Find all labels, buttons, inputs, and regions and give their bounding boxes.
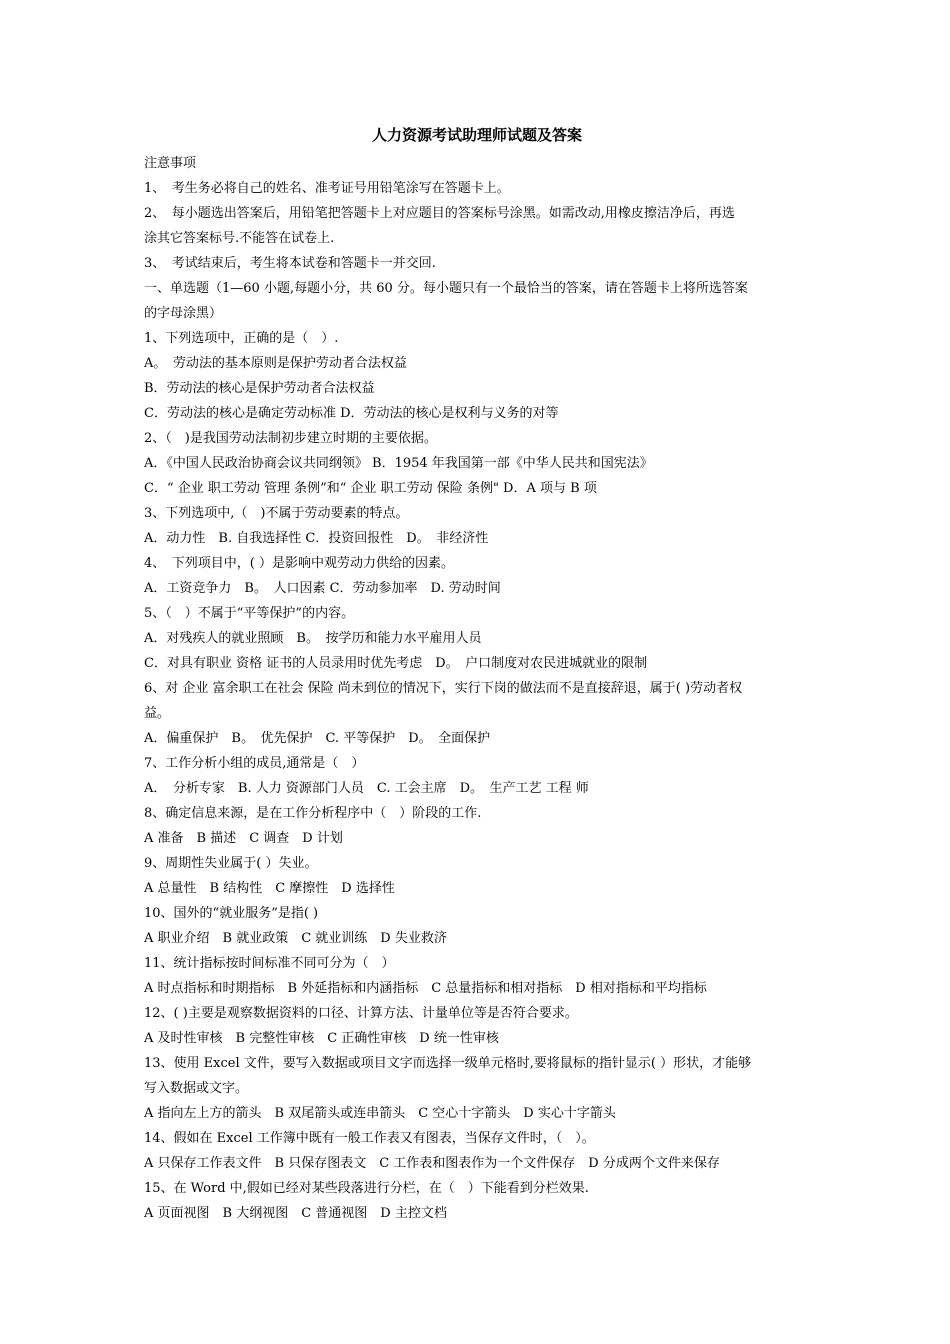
text-line: A． 分析专家 B. 人力 资源部门人员 C. 工会主席 D。 生产工艺 工程 师 bbox=[144, 781, 589, 796]
text-line: C．对具有职业 资格 证书的人员录用时优先考虑 D。 户口制度对农民进城就业的限制 bbox=[144, 656, 648, 671]
text-line: 5、（ ）不属于“平等保护”的内容。 bbox=[144, 606, 355, 621]
text-line: 涂其它答案标号.不能答在试卷上. bbox=[144, 231, 335, 246]
text-line: A 只保存工作表文件 B 只保存图表文 C 工作表和图表作为一个文件保存 D 分成两个文件来保存 bbox=[144, 1156, 720, 1171]
text-line: 4、 下列项目中，( ）是影响中观劳动力供给的因素。 bbox=[144, 556, 454, 571]
text-line: 15、在 Word 中,假如已经对某些段落进行分栏，在（ ）下能看到分栏效果. bbox=[144, 1181, 589, 1196]
text-line: 6、对 企业 富余职工在社会 保险 尚未到位的情况下，实行下岗的做法而不是直接辞退，属于( )劳动者权 bbox=[144, 681, 743, 696]
text-line: A 职业介绍 B 就业政策 C 就业训练 D 失业救济 bbox=[144, 931, 447, 946]
text-line: 注意事项 bbox=[144, 156, 197, 171]
text-line: A．偏重保护 B。 优先保护 C. 平等保护 D。 全面保护 bbox=[144, 731, 491, 746]
text-line: 的字母涂黑） bbox=[144, 306, 223, 321]
text-line: 13、使用 Excel 文件，要写入数据或项目文字而选择一级单元格时,要将鼠标的指针显示( ）形状，才能够 bbox=[144, 1056, 752, 1071]
text-line: A 总量性 B 结构性 C 摩擦性 D 选择性 bbox=[144, 881, 395, 896]
text-line: 8、确定信息来源，是在工作分析程序中（ ）阶段的工作. bbox=[144, 806, 482, 821]
text-line: 10、国外的“就业服务”是指( ) bbox=[144, 906, 319, 921]
text-line: 11、统计指标按时间标准不同可分为（ ） bbox=[144, 956, 395, 971]
text-line: 3、 考试结束后，考生将本试卷和答题卡一并交回. bbox=[144, 256, 436, 271]
text-line: 14、假如在 Excel 工作簿中既有一般工作表又有图表，当保存文件时，（ ）。 bbox=[144, 1131, 595, 1146]
document-body bbox=[144, 151, 810, 1226]
text-line: 9、周期性失业属于( ）失业。 bbox=[144, 856, 318, 871]
text-line: A．动力性 B. 自我选择性 C．投资回报性 D。 非经济性 bbox=[144, 531, 489, 546]
text-line: C．劳动法的核心是确定劳动标准 D．劳动法的核心是权利与义务的对等 bbox=[144, 406, 559, 421]
text-line: 一、单选题（1—60 小题,每题小分，共 60 分。每小题只有一个最恰当的答案，请在答题卡上将所选答案 bbox=[144, 281, 748, 296]
text-line: A 指向左上方的箭头 B 双尾箭头或连串箭头 C 空心十字箭头 D 实心十字箭头 bbox=[144, 1106, 616, 1121]
text-line: 7、工作分析小组的成员,通常是（ ） bbox=[144, 756, 365, 771]
text-line: 益。 bbox=[144, 706, 171, 721]
text-line: 2、 每小题选出答案后，用铅笔把答题卡上对应题目的答案标号涂黑。如需改动,用橡皮擦洁净后，再选 bbox=[144, 206, 735, 221]
text-line: A 时点指标和时期指标 B 外延指标和内涵指标 C 总量指标和相对指标 D 相对指标和平均指标 bbox=[144, 981, 707, 996]
text-line: 1、 考生务必将自己的姓名、准考证号用铅笔涂写在答题卡上。 bbox=[144, 181, 510, 196]
text-line: 1、下列选项中，正确的是（ ）. bbox=[144, 331, 339, 346]
text-line: A 及时性审核 B 完整性审核 C 正确性审核 D 统一性审核 bbox=[144, 1031, 499, 1046]
text-line: 3、下列选项中,（ )不属于劳动要素的特点。 bbox=[144, 506, 409, 521]
text-line: B．劳动法的核心是保护劳动者合法权益 bbox=[144, 381, 375, 396]
text-line: A．《中国人民政治协商会议共同纲领》 B．1954 年我国第一部《中华人民共和国宪法》 bbox=[144, 456, 653, 471]
text-line: 12、( )主要是观察数据资料的口径、计算方法、计量单位等是否符合要求。 bbox=[144, 1006, 578, 1021]
text-line: A 页面视图 B 大纲视图 C 普通视图 D 主控文档 bbox=[144, 1206, 447, 1221]
text-line: A 准备 B 描述 C 调查 D 计划 bbox=[144, 831, 343, 846]
text-line: 2、（ )是我国劳动法制初步建立时期的主要依据。 bbox=[144, 431, 437, 446]
text-line: A。 劳动法的基本原则是保护劳动者合法权益 bbox=[144, 356, 407, 371]
document-title: 人力资源考试助理师试题及答案 bbox=[371, 126, 582, 144]
text-line: A．工资竞争力 B。 人口因素 C．劳动参加率 D. 劳动时间 bbox=[144, 581, 501, 596]
text-line: C．“ 企业 职工劳动 管理 条例”和“ 企业 职工劳动 保险 条例" D．A 项与 B 项 bbox=[144, 481, 597, 496]
text-line: A．对残疾人的就业照顾 B。 按学历和能力水平雇用人员 bbox=[144, 631, 482, 646]
text-line: 写入数据或文字。 bbox=[144, 1081, 249, 1096]
